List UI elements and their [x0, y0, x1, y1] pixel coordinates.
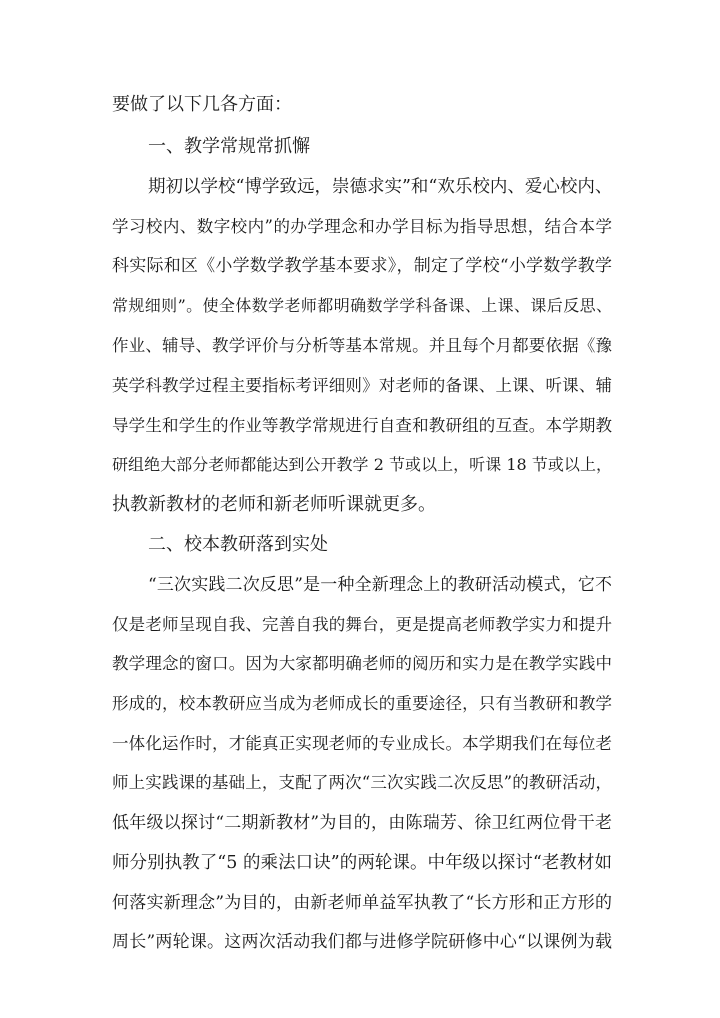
paragraph-line: 低年级以探讨“二期新教材”为目的，由陈瑞芳、徐卫红两位骨干老	[112, 813, 612, 833]
paragraph-line: 期初以学校“博学致远，崇德求实”和“欢乐校内、爱心校内、	[148, 177, 613, 197]
paragraph-line: 英学科教学过程主要指标考评细则》对老师的备课、上课、听课、辅	[112, 376, 612, 395]
paragraph-line: 仅是老师呈现自我、完善自我的舞台，更是提高老师教学实力和提升	[112, 615, 612, 634]
paragraph-continuation: 要做了以下几各方面：	[112, 94, 292, 115]
section-heading-2: 二、校本教研落到实处	[148, 534, 328, 555]
paragraph-line: 师分别执教了“5 的乘法口诀”的两轮课。中年级以探讨“老教材如	[112, 853, 612, 873]
paragraph-line: 科实际和区《小学数学教学基本要求》，制定了学校“小学数学教学	[112, 256, 612, 276]
paragraph-line: 一体化运作时，才能真正实现老师的专业成长。本学期我们在每位老	[112, 734, 612, 753]
paragraph-line: 导学生和学生的作业等教学常规进行自查和教研组的互查。本学期教	[112, 416, 612, 435]
section-heading-1: 一、教学常规常抓懈	[148, 136, 310, 157]
paragraph-line: 周长”两轮课。这两次活动我们都与进修学院研修中心“以课例为载	[112, 932, 612, 952]
paragraph-line: 何落实新理念”为目的，由新老师单益军执教了“长方形和正方形的	[112, 893, 612, 913]
paragraph-line: 研组绝大部分老师都能达到公开教学 2 节或以上，听课 18 节或以上，	[112, 455, 612, 474]
paragraph-line: “三次实践二次反思”是一种全新理念上的教研活动模式，它不	[148, 575, 612, 595]
paragraph-line: 执教新教材的老师和新老师听课就更多。	[112, 494, 436, 515]
paragraph-line: 作业、辅导、教学评价与分析等基本常规。并且每个月都要依据《豫	[112, 336, 612, 355]
paragraph-line: 师上实践课的基础上，支配了两次“三次实践二次反思”的教研活动，	[112, 773, 612, 792]
paragraph-line: 形成的，校本教研应当成为老师成长的重要途径，只有当教研和教学	[112, 694, 612, 713]
paragraph-line: 学习校内、数字校内”的办学理念和办学目标为指导思想，结合本学	[112, 217, 612, 236]
paragraph-line: 教学理念的窗口。因为大家都明确老师的阅历和实力是在教学实践中	[112, 654, 612, 673]
paragraph-line: 常规细则”。使全体数学老师都明确数学学科备课、上课、课后反思、	[112, 296, 612, 315]
